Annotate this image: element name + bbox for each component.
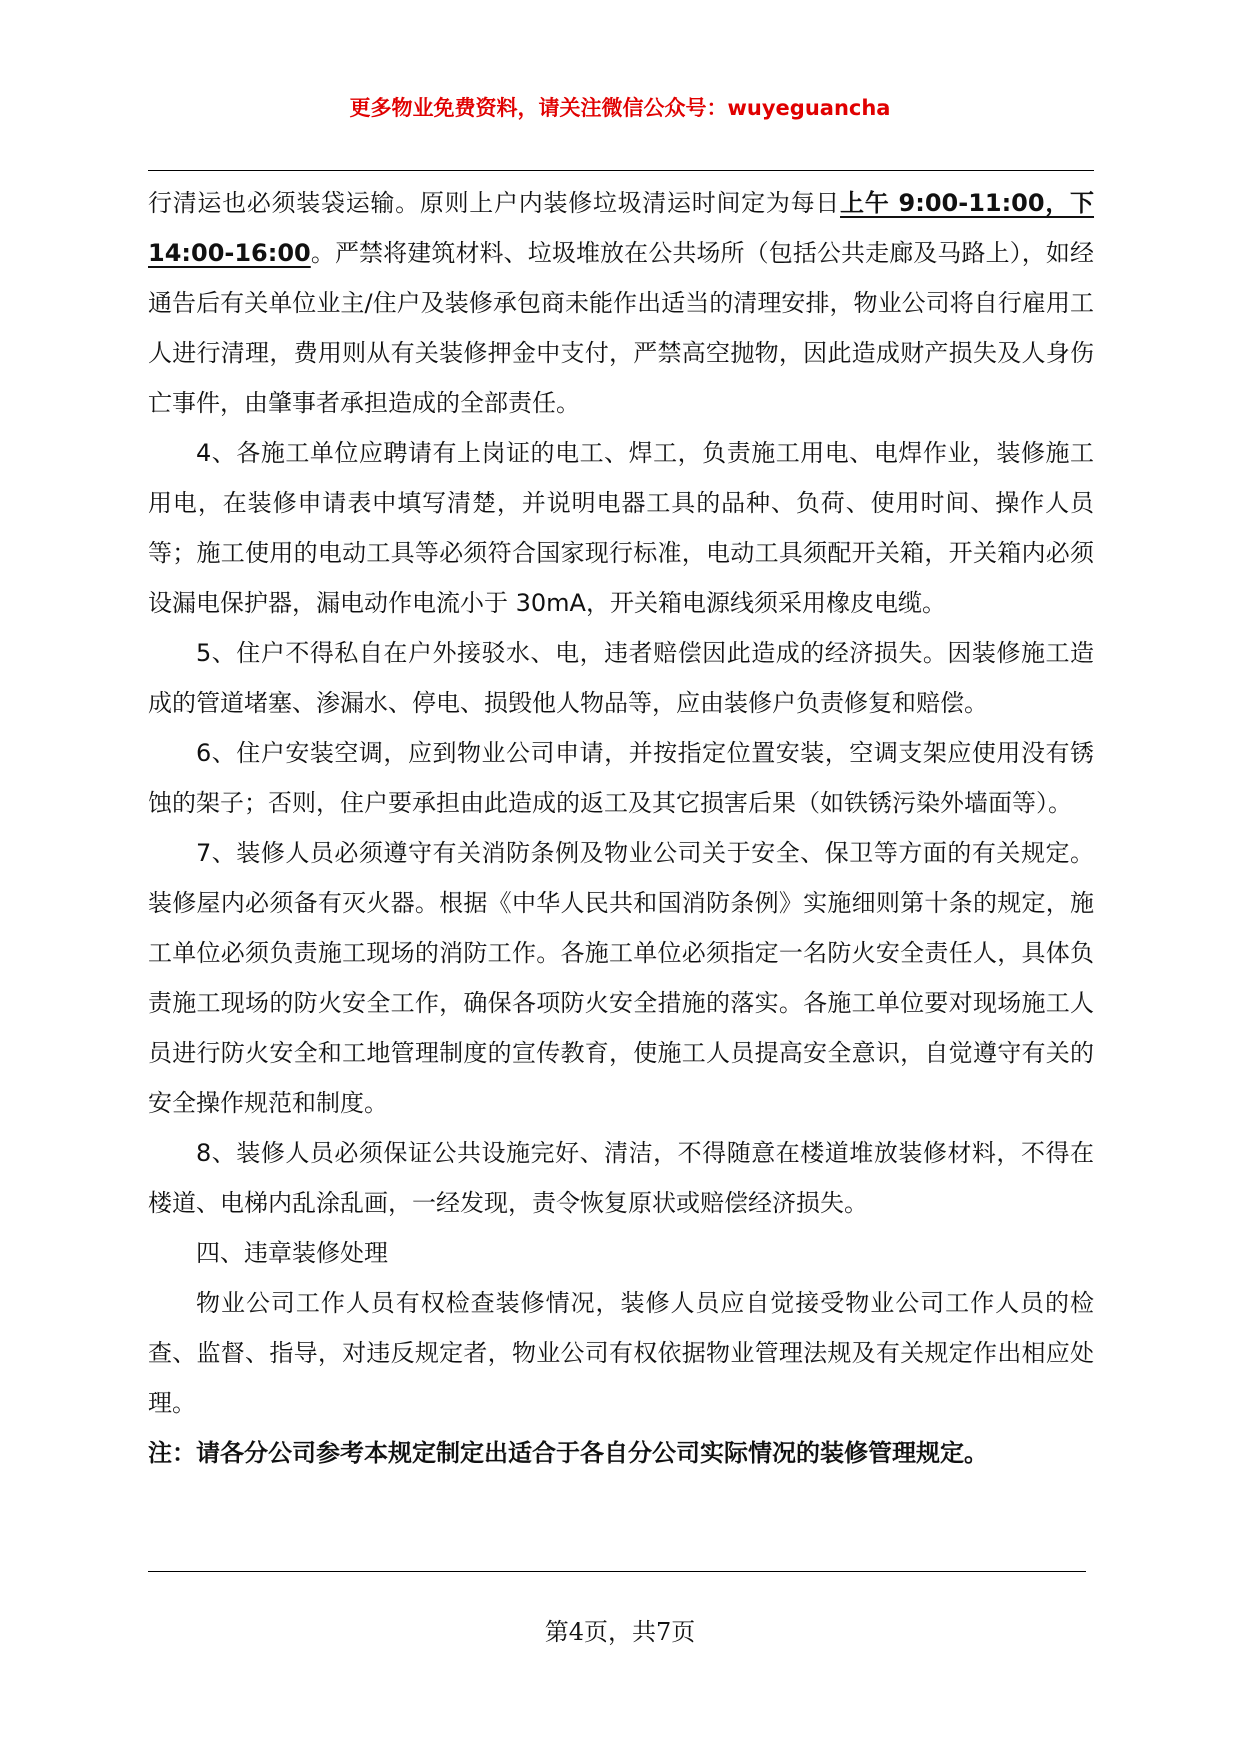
cleanup-time-window: 上午 9:00-11:00，下 14:00-16:00 bbox=[148, 189, 1095, 267]
footer-divider bbox=[148, 1571, 1086, 1572]
paragraph-4: 4、各施工单位应聘请有上岗证的电工、焊工，负责施工用电、电焊作业，装修施工用电，在装修申请表中填写清楚，并说明电器工具的品种、负荷、使用时间、操作人员等；施工使用的电动工具等必须符合国家现行标准，电动工具须配开关箱，开关箱内必须设漏电保护器，漏电动作电流小于 30mA，开关箱电源线须采用橡皮电缆。 bbox=[148, 439, 1094, 617]
paragraph-7: 7、装修人员必须遵守有关消防条例及物业公司关于安全、保卫等方面的有关规定。装修屋内必须备有灭火器。根据《中华人民共和国消防条例》实施细则第十条的规定，施工单位必须负责施工现场的消防工作。各施工单位必须指定一名防火安全责任人，具体负责施工现场的防火安全工作，确保各项防火安全措施的落实。各施工单位要对现场施工人员进行防火安全和工地管理制度的宣传教育，使施工人员提高安全意识，自觉遵守有关的安全操作规范和制度。 bbox=[148, 839, 1094, 1117]
document-body bbox=[148, 178, 1094, 1478]
paragraph-5: 5、住户不得私自在户外接驳水、电，违者赔偿因此造成的经济损失。因装修施工造成的管道堵塞、渗漏水、停电、损毁他人物品等，应由装修户负责修复和赔偿。 bbox=[148, 639, 1094, 717]
paragraph-3-text-a: 行清运也必须装袋运输。原则上户内装修垃圾清运时间定为每日 bbox=[148, 189, 841, 217]
paragraph-3-text-b: 。严禁将建筑材料、垃圾堆放在公共场所（包括公共走廊及马路上），如经通告后有关单位业主/住户及装修承包商未能作出适当的清理安排，物业公司将自行雇用工人进行清理，费用则从有关装修押金中支付，严禁高空抛物，因此造成财产损失及人身伤亡事件，由肇事者承担造成的全部责任。 bbox=[148, 239, 1094, 417]
header-note: 更多物业免费资料，请关注微信公众号：wuyeguancha bbox=[349, 96, 891, 120]
closing-note: 注：请各分公司参考本规定制定出适合于各自分公司实际情况的装修管理规定。 bbox=[148, 1439, 988, 1467]
header-divider bbox=[148, 170, 1094, 171]
paragraph-3-continuation bbox=[148, 178, 1094, 428]
paragraph-8: 8、装修人员必须保证公共设施完好、清洁，不得随意在楼道堆放装修材料，不得在楼道、电梯内乱涂乱画，一经发现，责令恢复原状或赔偿经济损失。 bbox=[148, 1139, 1094, 1217]
paragraph-6: 6、住户安装空调，应到物业公司申请，并按指定位置安装，空调支架应使用没有锈蚀的架子；否则，住户要承担由此造成的返工及其它损害后果（如铁锈污染外墙面等）。 bbox=[148, 739, 1094, 817]
page-number: 第4页，共7页 bbox=[544, 1618, 696, 1646]
section-paragraph: 物业公司工作人员有权检查装修情况，装修人员应自觉接受物业公司工作人员的检查、监督、指导，对违反规定者，物业公司有权依据物业管理法规及有关规定作出相应处理。 bbox=[148, 1289, 1094, 1417]
section-heading: 四、违章装修处理 bbox=[196, 1239, 388, 1267]
